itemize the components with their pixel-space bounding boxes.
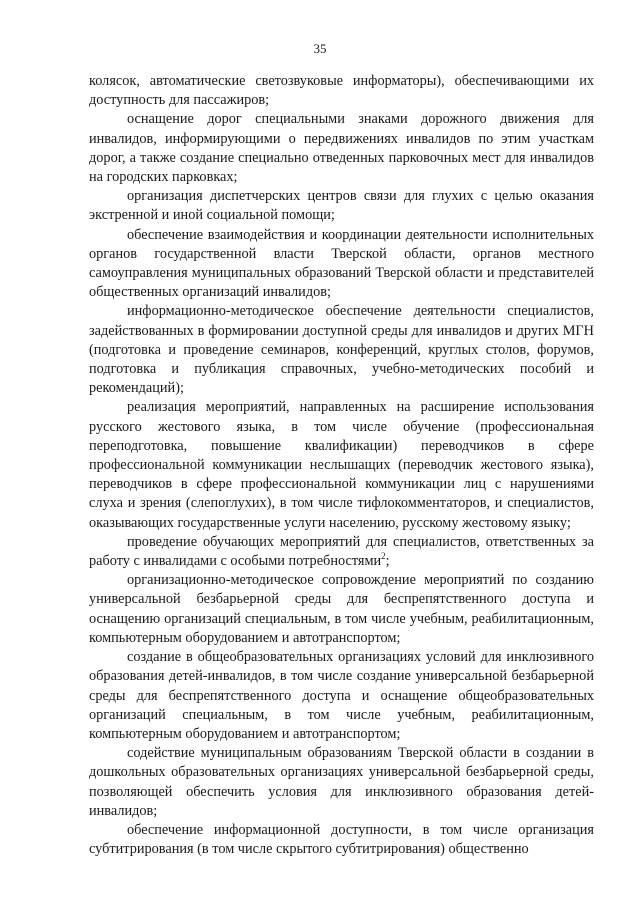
paragraph-sign-language: реализация мероприятий, направленных на расширение использования русского жестового языка, в том числе обучение (профессиональная переподготовка, повышение квалификации) переводчиков в сфере профессиональной коммуникации неслышащих (переводчик жестового языка), переводчиков в сфере профессиональной коммуникации лиц с нарушениями слуха и зрения (слепоглухих), в том числе тифлокомментаторов, и специалистов, оказывающих государственные услуги населению, русскому жестовому языку; [89, 399, 594, 531]
paragraph-continuation: колясок, автоматические светозвуковые информаторы), обеспечивающими их доступность для пассажиров; [89, 73, 594, 109]
paragraph-dispatch-centers: организация диспетчерских центров связи для глухих с целью оказания экстренной и иной социальной помощи; [89, 188, 594, 224]
paragraph-preschool-support: содействие муниципальным образованиям Тверской области в создании в дошкольных образовательных организациях универсальной безбарьерной среды, позволяющей обеспечить условия для инклюзивного образования детей-инвалидов; [89, 745, 594, 819]
paragraph-barrier-free-support: организационно-методическое сопровождение мероприятий по созданию универсальной безбарьерной среды для беспрепятственного доступа и оснащению организаций специальным, в том числе учебным, реабилитационным, компьютерным оборудованием и автотранспортом; [89, 572, 594, 646]
paragraph-training-events-end: ; [385, 553, 390, 570]
paragraph-methodological-support: информационно-методическое обеспечение деятельности специалистов, задействованных в формировании доступной среды для инвалидов и других МГН (подготовка и проведение семинаров, конференций, круглых столов, форумов, подготовка и публикация справочных, учебно-методических пособий и рекомендаций); [89, 303, 594, 397]
paragraph-coordination: обеспечение взаимодействия и координации деятельности исполнительных органов государственной власти Тверской области, органов местного самоуправления муниципальных образований Тверской области и представителей общественных организаций инвалидов; [89, 226, 594, 301]
paragraph-information-accessibility: обеспечение информационной доступности, в том числе организация субтитрирования (в том числе скрытого субтитрирования) общественно [89, 821, 594, 858]
paragraph-inclusive-schools: создание в общеобразовательных организациях условий для инклюзивного образования детей-инвалидов, в том числе создание универсальной безбарьерной среды для беспрепятственного доступа и оснащение общеобразовательных организаций специальным, в том числе учебным, реабилитационным, компьютерным оборудованием и автотранспортом; [89, 649, 594, 742]
page-number: 35 [313, 41, 327, 56]
paragraph-training-events [89, 533, 594, 571]
document-body [89, 72, 594, 859]
paragraph-training-events-text: проведение обучающих мероприятий для специалистов, ответственных за работу с инвалидами с особыми потребностями [89, 533, 594, 570]
paragraph-road-signs: оснащение дорог специальными знаками дорожного движения для инвалидов, информирующими о передвижениях инвалидов по этим участкам дорог, а также создание специально отведенных парковочных мест для инвалидов на городских парковках; [89, 111, 594, 186]
footnote-marker[interactable]: 2 [381, 551, 386, 562]
